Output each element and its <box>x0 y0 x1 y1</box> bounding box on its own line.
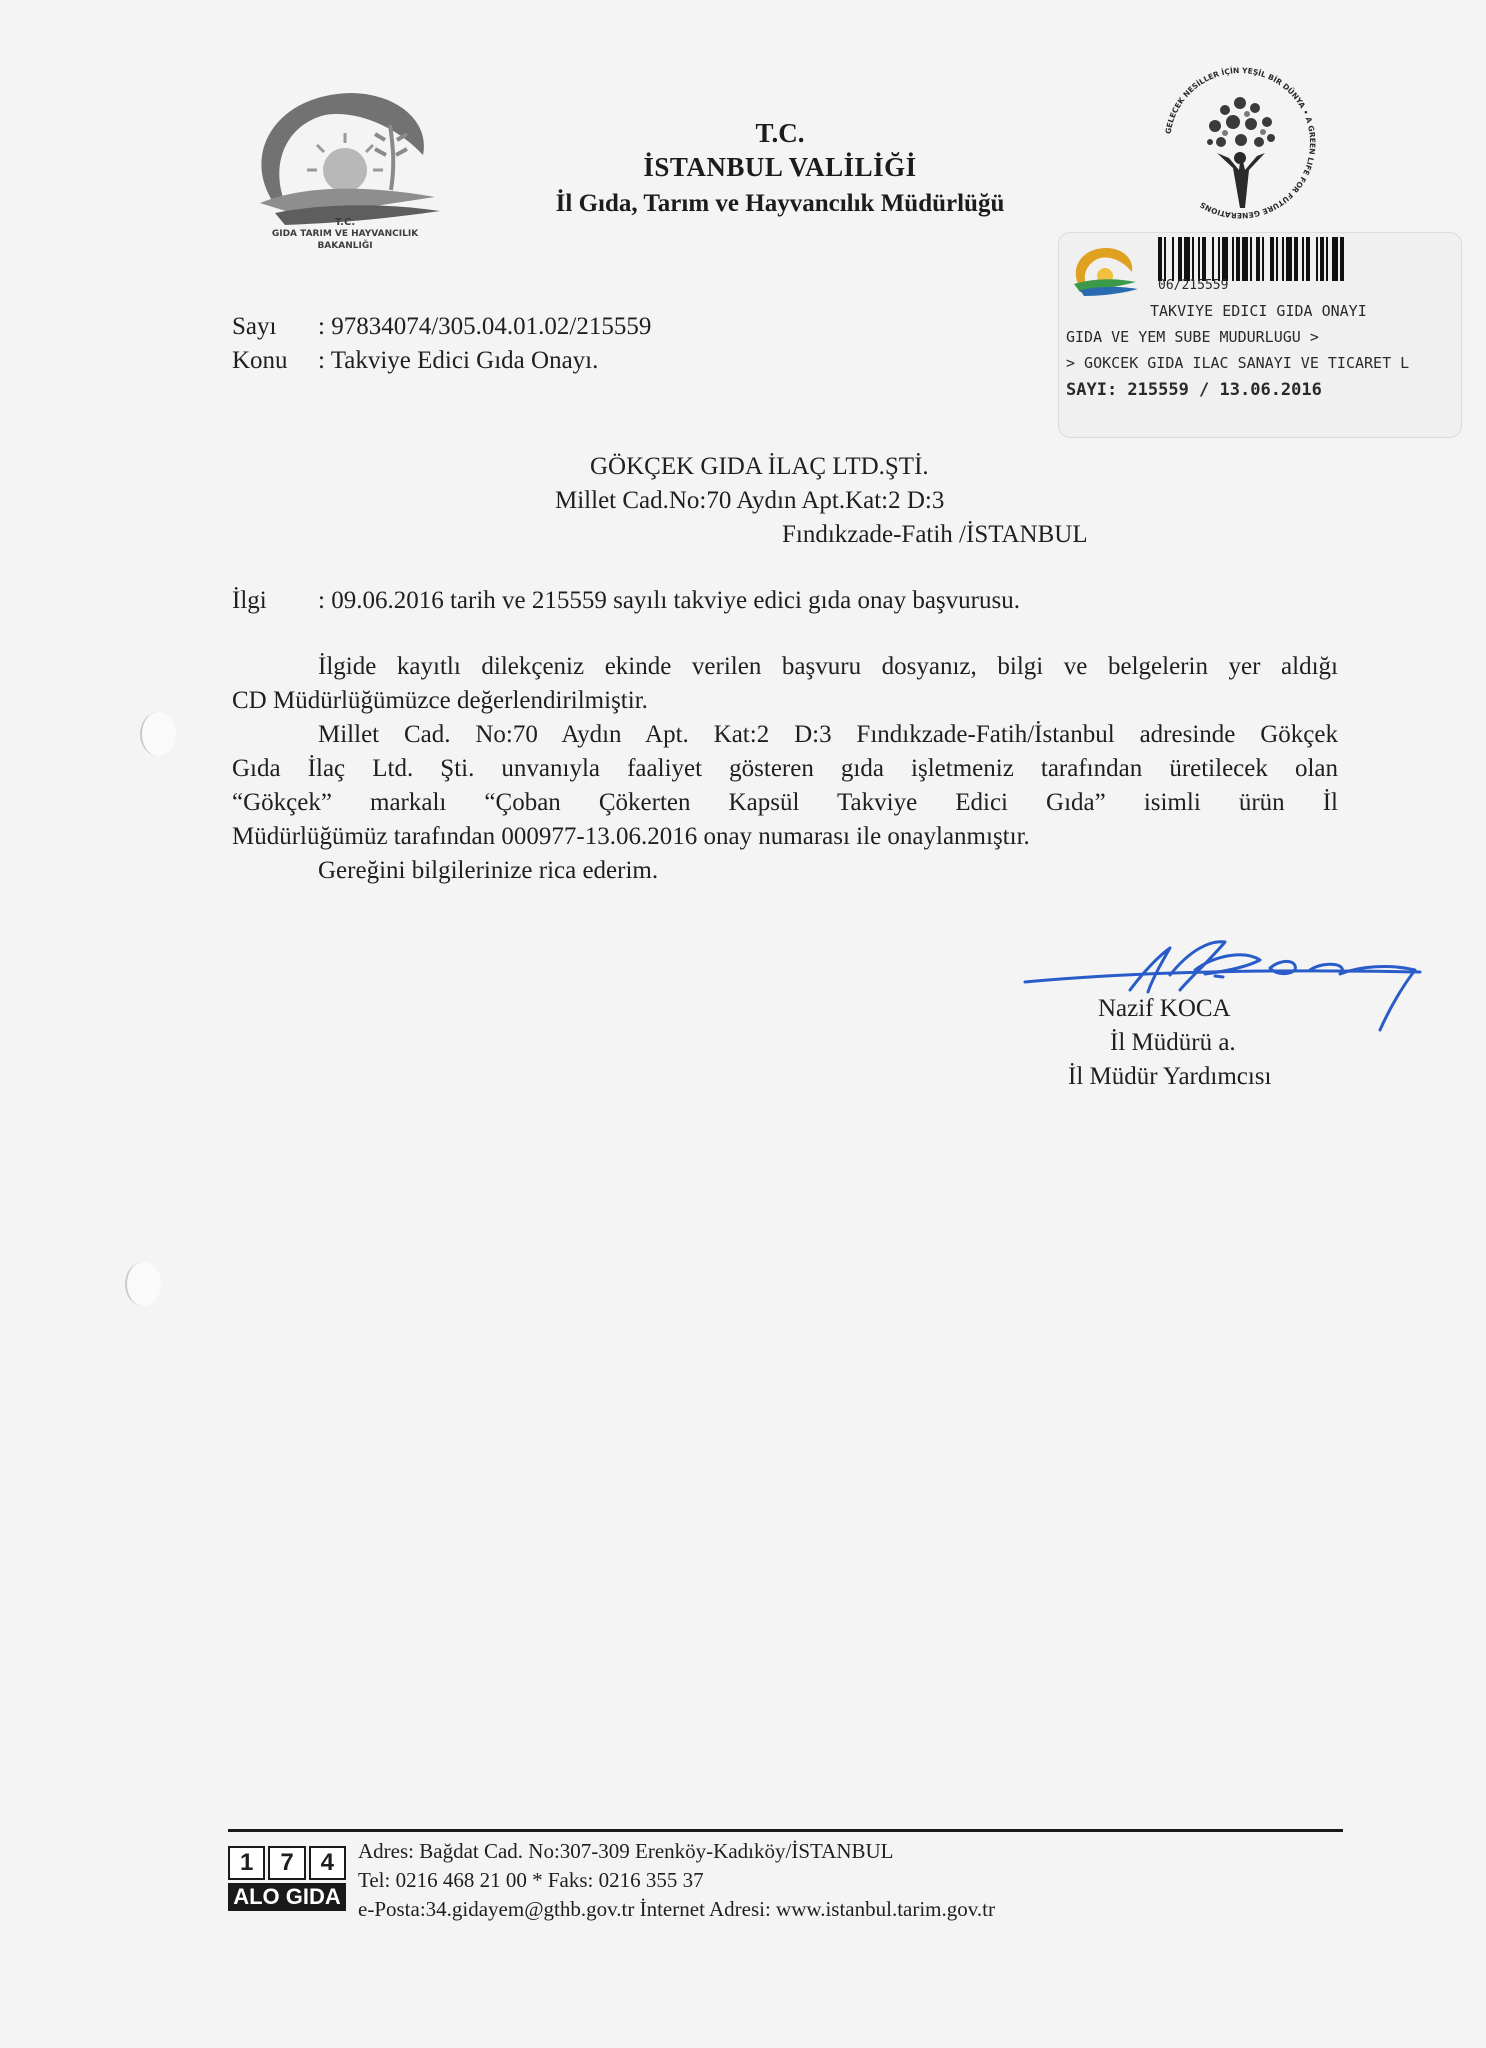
footer-rule <box>228 1829 1343 1832</box>
ilgi-label: İlgi <box>232 587 267 614</box>
barcode-bar <box>1222 237 1228 281</box>
barcode-bar <box>1164 237 1166 281</box>
footer-web: e-Posta:34.gidayem@gthb.gov.tr İnternet Adresi: www.istanbul.tarim.gov.tr <box>358 1897 995 1921</box>
ilgi-value: : 09.06.2016 tarih ve 215559 sayılı takviye edici gıda onay başvurusu. <box>318 587 1020 614</box>
ministry-logo-line2: GIDA TARIM VE HAYVANCILIK <box>271 229 419 239</box>
barcode-bar <box>1184 237 1190 281</box>
body-p2-line-2: Gıda İlaç Ltd. Şti. unvanıyla faaliyet gösteren gıda işletmeniz tarafından üretilecek olan <box>232 755 1338 782</box>
header-valilik: İSTANBUL VALİLİĞİ <box>643 152 917 182</box>
alo-digit-3: 4 <box>309 1846 346 1880</box>
barcode-bar <box>1256 237 1260 281</box>
barcode-bar <box>1302 237 1304 281</box>
barcode-sticker <box>1058 232 1462 438</box>
body-paragraph-1 <box>232 650 1338 718</box>
barcode-bar <box>1282 237 1284 281</box>
body-p2-line-3: “Gökçek” markalı “Çoban Çökerten Kapsül Takviye Edici Gıda” isimli ürün İl <box>232 789 1338 816</box>
sticker-ministry-logo <box>1070 244 1140 296</box>
alo-gida-brand: ALO GIDA <box>228 1883 346 1911</box>
barcode-bar <box>1242 237 1248 281</box>
barcode-bar <box>1340 237 1344 281</box>
body-p1-line-1: İlgide kayıtlı dilekçeniz ekinde verilen başvuru dosyanız, bilgi ve belgelerin yer aldığı <box>318 653 1338 680</box>
barcode-bar <box>1218 237 1220 281</box>
barcode-bar <box>1316 237 1318 281</box>
barcode-bar <box>1286 237 1292 281</box>
barcode-bar <box>1158 237 1162 281</box>
barcode-bar <box>1202 237 1206 281</box>
barcode-bar <box>1332 237 1338 281</box>
header-mudurluk: İl Gıda, Tarım ve Hayvancılık Müdürlüğü <box>555 190 1005 217</box>
body-paragraph-2 <box>232 718 1338 854</box>
sayi-value: : 97834074/305.04.01.02/215559 <box>318 313 652 340</box>
sayi-label: Sayı <box>232 313 277 340</box>
ministry-logo-line3: BAKANLIĞI <box>317 241 373 251</box>
alo-digit-2: 7 <box>268 1846 305 1880</box>
body-paragraph-3: Gereğini bilgilerinize rica ederim. <box>318 857 659 884</box>
barcode-bar <box>1178 237 1182 281</box>
alo-digit-1: 1 <box>228 1846 265 1880</box>
body-p2-line-4: Müdürlüğümüz tarafından 000977-13.06.2016 onay numarası ile onaylanmıştır. <box>232 823 1030 850</box>
barcode-bar <box>1172 237 1174 281</box>
footer-address: Adres: Bağdat Cad. No:307-309 Erenköy-Kadıköy/İSTANBUL <box>358 1839 894 1863</box>
punch-hole-top <box>140 712 176 756</box>
barcode-bar <box>1192 237 1194 281</box>
signer-name: Nazif KOCA <box>1098 995 1231 1022</box>
body-p1-line-2: CD Müdürlüğümüzce değerlendirilmiştir. <box>232 687 648 714</box>
ministry-logo-line1: T.C. <box>334 217 356 228</box>
sticker-line-3: > GOKCEK GIDA ILAC SANAYI VE TICARET L <box>1066 354 1410 372</box>
sticker-line-4: SAYI: 215559 / 13.06.2016 <box>1066 380 1322 400</box>
barcode-bar <box>1262 237 1264 281</box>
barcode-bar <box>1326 237 1328 281</box>
barcode-bar <box>1250 237 1252 281</box>
barcode-number: 06/215559 <box>1158 278 1229 293</box>
barcode-bar <box>1320 237 1324 281</box>
recipient-name: GÖKÇEK GIDA İLAÇ LTD.ŞTİ. <box>590 453 929 480</box>
footer-phone: Tel: 0216 468 21 00 * Faks: 0216 355 37 <box>358 1868 704 1892</box>
ministry-logo <box>245 85 445 260</box>
konu-value: : Takviye Edici Gıda Onayı. <box>318 347 599 374</box>
signer-title-2: İl Müdür Yardımcısı <box>1068 1063 1272 1090</box>
barcode-bar <box>1212 237 1214 281</box>
barcode-bar <box>1198 237 1200 281</box>
sticker-line-2: GIDA VE YEM SUBE MUDURLUGU > <box>1066 328 1319 346</box>
punch-hole-bottom <box>125 1262 161 1306</box>
green-life-logo <box>1155 58 1325 228</box>
green-life-logo-text: GELECEK NESİLLER İÇİN YEŞİL BİR DÜNYA • A GREEN LIFE FOR FUTURE GENERATIONS <box>1163 65 1318 221</box>
body-p2-line-1: Millet Cad. No:70 Aydın Apt. Kat:2 D:3 Fındıkzade-Fatih/İstanbul adresinde Gökçek <box>318 721 1338 748</box>
barcode-bar <box>1294 237 1298 281</box>
sticker-line-1: TAKVIYE EDICI GIDA ONAYI <box>1150 302 1367 320</box>
header-tc: T.C. <box>755 118 805 148</box>
barcode-bar <box>1270 237 1274 281</box>
recipient-address-1: Millet Cad.No:70 Aydın Apt.Kat:2 D:3 <box>555 487 945 514</box>
barcode-bar <box>1236 237 1240 281</box>
recipient-address-2: Fındıkzade-Fatih /İSTANBUL <box>782 521 1088 548</box>
barcode-bar <box>1306 237 1310 281</box>
signer-title-1: İl Müdürü a. <box>1110 1029 1236 1056</box>
konu-label: Konu <box>232 347 288 374</box>
barcode-bar <box>1232 237 1234 281</box>
alo-gida-logo <box>228 1846 346 1911</box>
barcode-bar <box>1276 237 1278 281</box>
